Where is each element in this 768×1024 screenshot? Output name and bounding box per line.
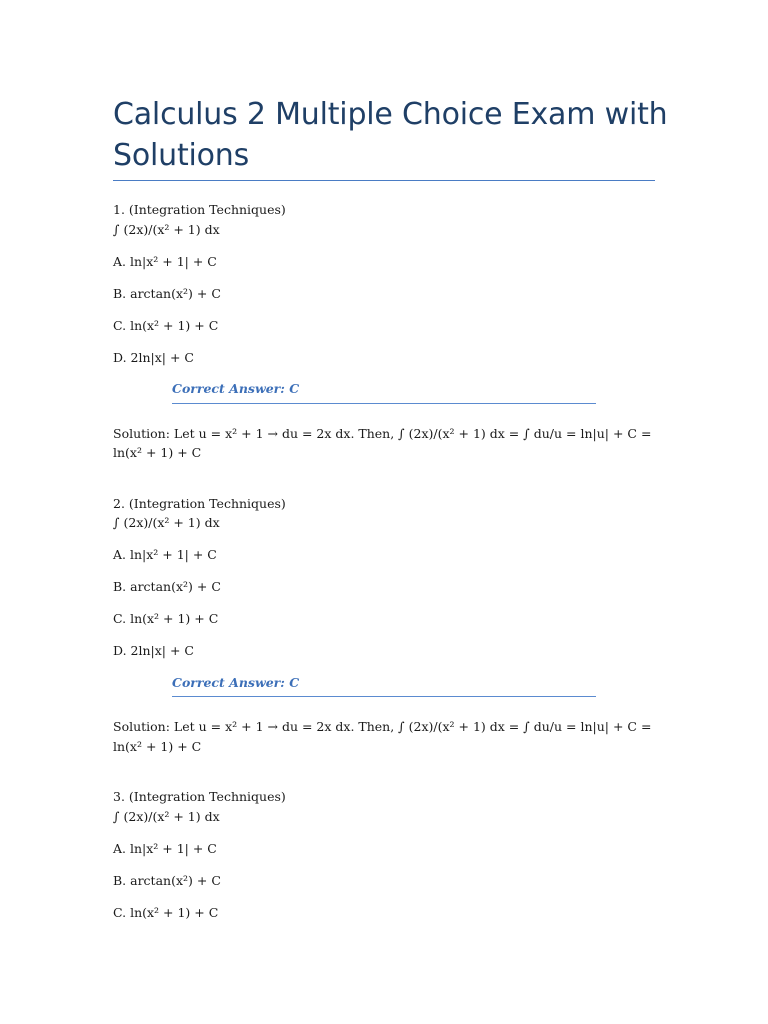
option-b: B. arctan(x²) + C [113,579,221,594]
option-d: D. 2ln|x| + C [113,349,194,365]
document-title: Calculus 2 Multiple Choice Exam with Solutions [113,97,668,173]
question-list [113,200,658,922]
title-divider [113,180,655,181]
solution-text: Solution: Let u = x² + 1 → du = 2x dx. Then, ∫ (2x)/(x² + 1) dx = ∫ du/u = ln|u| + C = ln(x² + 1) + C [113,425,652,460]
option-b: B. arctan(x²) + C [113,872,221,888]
correct-answer-block [172,673,596,698]
question-spacer [113,463,658,494]
option-c: C. ln(x² + 1) + C [113,904,219,920]
option-c: C. ln(x² + 1) + C [113,317,219,333]
question-3 [113,787,658,922]
option-a: A. ln|x² + 1| + C [113,547,217,562]
correct-answer: Correct Answer: C [172,379,596,404]
solution-text: Solution: Let u = x² + 1 → du = 2x dx. Then, ∫ (2x)/(x² + 1) dx = ∫ du/u = ln|u| + C = ln(x² + 1) + C [113,719,652,754]
question-prompt: ∫ (2x)/(x² + 1) dx [113,808,220,824]
question-1 [113,200,658,463]
correct-answer: Correct Answer: C [172,673,596,698]
option-b: B. arctan(x²) + C [113,285,221,301]
option-c: C. ln(x² + 1) + C [113,611,219,626]
option-a: A. ln|x² + 1| + C [113,840,217,856]
question-header: 3. (Integration Techniques) [113,789,286,804]
option-d: D. 2ln|x| + C [113,643,194,658]
correct-answer-block [172,379,596,404]
question-prompt: ∫ (2x)/(x² + 1) dx [113,221,220,237]
question-spacer [113,756,658,787]
question-header: 1. (Integration Techniques) [113,202,286,217]
option-a: A. ln|x² + 1| + C [113,253,217,269]
question-prompt: ∫ (2x)/(x² + 1) dx [113,515,220,530]
question-header: 2. (Integration Techniques) [113,495,286,511]
question-2 [113,494,658,757]
